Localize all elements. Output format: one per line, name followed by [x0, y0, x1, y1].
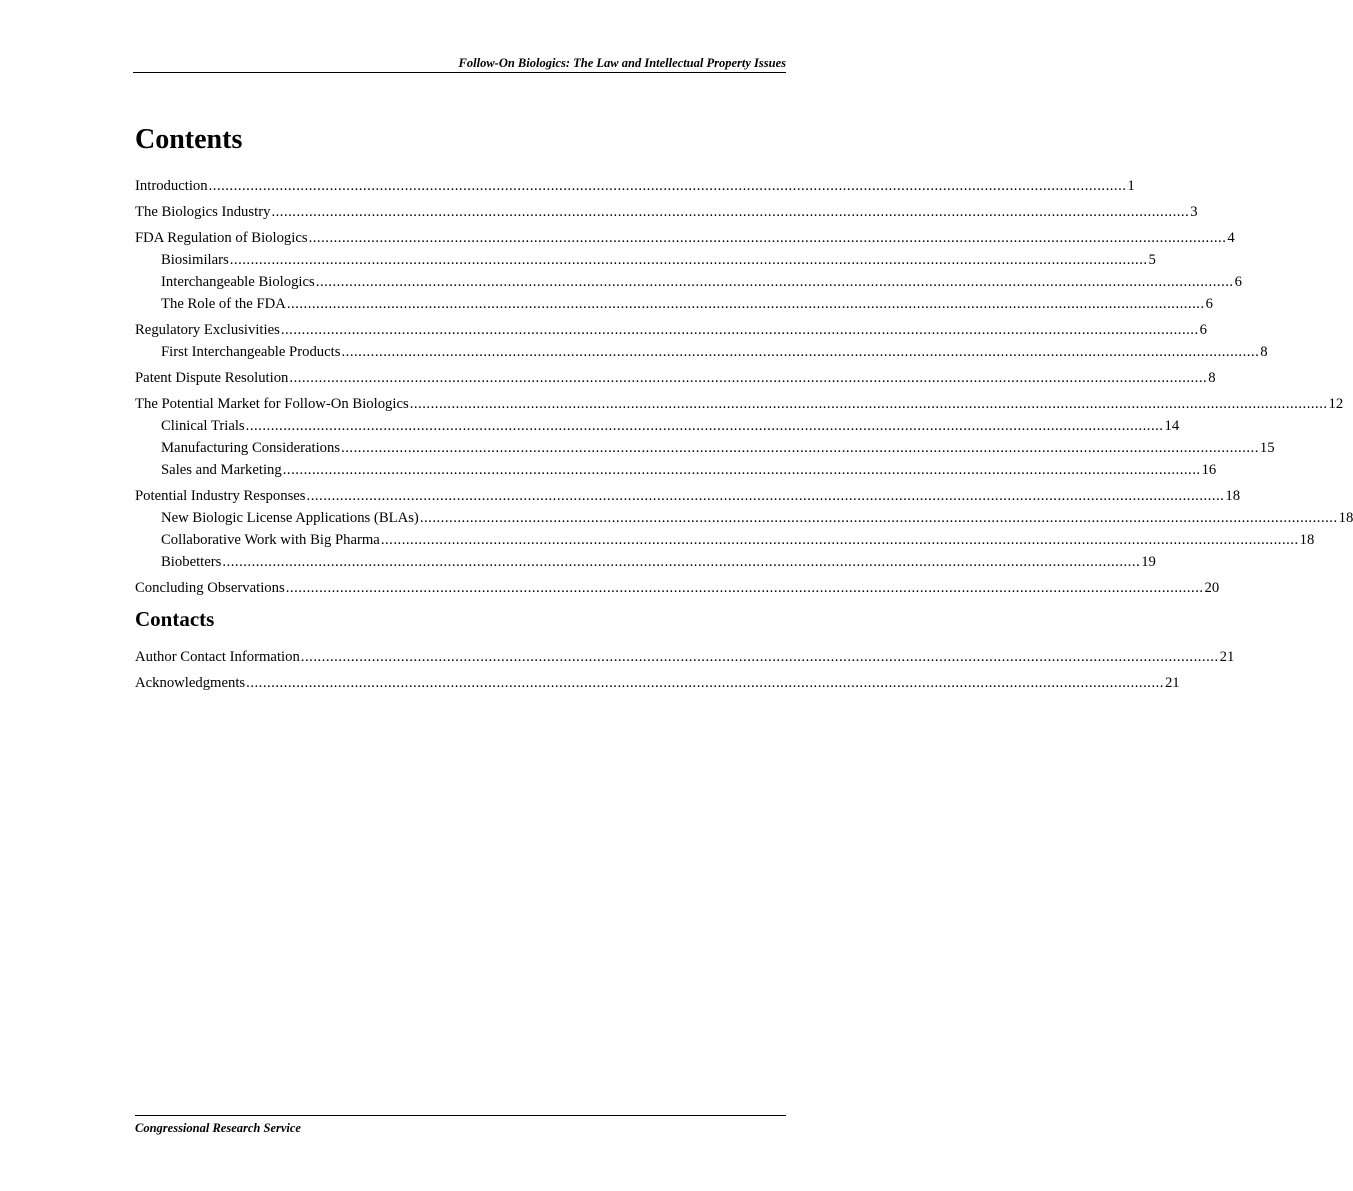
toc-entry-title: Patent Dispute Resolution	[135, 370, 289, 386]
toc-dot-leader: ............................................................................................................................................................................................................................	[245, 418, 1164, 434]
toc-entry[interactable]	[135, 229, 1235, 248]
toc-entry-title: Biobetters	[161, 554, 222, 570]
toc-page-number: 16	[1201, 462, 1217, 478]
toc-dot-leader: ............................................................................................................................................................................................................................	[229, 252, 1148, 268]
toc-entry-title: The Biologics Industry	[135, 204, 271, 220]
toc-dot-leader: ............................................................................................................................................................................................................................	[308, 230, 1227, 246]
toc-entry-title: The Role of the FDA	[161, 296, 286, 312]
toc-entry-title: First Interchangeable Products	[161, 344, 341, 360]
toc-page-number: 6	[1205, 296, 1213, 312]
toc-dot-leader: ............................................................................................................................................................................................................................	[289, 370, 1208, 386]
toc-dot-leader: ............................................................................................................................................................................................................................	[409, 396, 1328, 412]
toc-entry-title: Potential Industry Responses	[135, 488, 306, 504]
toc-entry-title: Introduction	[135, 178, 208, 194]
toc-dot-leader: ............................................................................................................................................................................................................................	[341, 440, 1259, 456]
toc-entry-title: Collaborative Work with Big Pharma	[161, 532, 380, 548]
toc-entry-title: Interchangeable Biologics	[161, 274, 315, 290]
toc-page-number: 1	[1127, 178, 1135, 194]
toc-page-number: 20	[1204, 580, 1220, 596]
toc-page-number: 4	[1227, 230, 1235, 246]
toc-dot-leader: ............................................................................................................................................................................................................................	[341, 344, 1260, 360]
toc-entry[interactable]	[135, 273, 1242, 292]
toc-page-number: 12	[1328, 396, 1344, 412]
toc-page-number: 8	[1208, 370, 1216, 386]
running-footer-source: Congressional Research Service	[135, 1121, 301, 1135]
toc-dot-leader: ............................................................................................................................................................................................................................	[280, 322, 1199, 338]
toc-entry[interactable]	[135, 509, 1353, 528]
toc-dot-leader: ............................................................................................................................................................................................................................	[380, 532, 1299, 548]
toc-entry[interactable]	[135, 369, 1216, 388]
toc-entry[interactable]	[135, 579, 1220, 598]
toc-entry[interactable]	[135, 203, 1198, 222]
contents-heading: Contents	[135, 124, 243, 155]
toc-dot-leader: ............................................................................................................................................................................................................................	[419, 510, 1338, 526]
contacts-heading: Contacts	[135, 607, 215, 631]
toc-dot-leader: ............................................................................................................................................................................................................................	[246, 675, 1164, 691]
toc-page-number: 18	[1225, 488, 1241, 504]
toc-entry[interactable]	[135, 177, 1135, 196]
toc-entry[interactable]	[135, 321, 1207, 340]
toc-dot-leader: ............................................................................................................................................................................................................................	[208, 178, 1127, 194]
toc-entry[interactable]	[135, 531, 1315, 550]
contacts-list	[135, 648, 1235, 693]
toc-dot-leader: ............................................................................................................................................................................................................................	[222, 554, 1141, 570]
toc-page-number: 19	[1141, 554, 1156, 570]
toc-page-number: 15	[1259, 440, 1275, 456]
toc-entry[interactable]	[135, 417, 1180, 436]
toc-entry[interactable]	[135, 395, 1344, 414]
toc-page-number: 21	[1219, 649, 1235, 665]
toc-page-number: 3	[1190, 204, 1198, 220]
toc-page-number: 5	[1148, 252, 1156, 268]
toc-page-number: 6	[1199, 322, 1207, 338]
toc-dot-leader: ............................................................................................................................................................................................................................	[282, 462, 1201, 478]
running-footer	[135, 1115, 786, 1135]
toc-page-number: 6	[1234, 274, 1242, 290]
toc-dot-leader: ............................................................................................................................................................................................................................	[285, 580, 1204, 596]
running-header	[133, 56, 786, 73]
toc-entry[interactable]	[135, 648, 1235, 667]
toc-entry-title: Regulatory Exclusivities	[135, 322, 280, 338]
toc-page-number: 8	[1260, 344, 1268, 360]
toc-dot-leader: ............................................................................................................................................................................................................................	[286, 296, 1205, 312]
table-of-contents	[135, 177, 1353, 598]
running-header-title: Follow-On Biologics: The Law and Intellectual Property Issues	[458, 56, 786, 70]
toc-dot-leader: ............................................................................................................................................................................................................................	[315, 274, 1234, 290]
toc-dot-leader: ............................................................................................................................................................................................................................	[300, 649, 1219, 665]
toc-entry-title: Concluding Observations	[135, 580, 285, 596]
toc-entry-title: FDA Regulation of Biologics	[135, 230, 308, 246]
toc-dot-leader: ............................................................................................................................................................................................................................	[271, 204, 1190, 220]
toc-entry[interactable]	[135, 553, 1156, 572]
toc-entry-title: New Biologic License Applications (BLAs)	[161, 510, 419, 526]
toc-entry-title: Sales and Marketing	[161, 462, 282, 478]
toc-entry[interactable]	[135, 461, 1217, 480]
toc-entry-title: Author Contact Information	[135, 649, 300, 665]
toc-entry-title: Acknowledgments	[135, 675, 246, 691]
toc-page-number: 18	[1338, 510, 1353, 526]
toc-entry[interactable]	[135, 343, 1268, 362]
toc-dot-leader: ............................................................................................................................................................................................................................	[306, 488, 1225, 504]
toc-page-number: 21	[1164, 675, 1180, 691]
toc-entry-title: Biosimilars	[161, 252, 229, 268]
toc-entry-title: The Potential Market for Follow-On Biologics	[135, 396, 409, 412]
toc-entry[interactable]	[135, 487, 1241, 506]
toc-page-number: 18	[1299, 532, 1315, 548]
toc-entry[interactable]	[135, 251, 1156, 270]
toc-entry-title: Clinical Trials	[161, 418, 245, 434]
toc-entry-title: Manufacturing Considerations	[161, 440, 341, 456]
toc-entry[interactable]	[135, 674, 1180, 693]
toc-entry[interactable]	[135, 439, 1275, 458]
toc-entry[interactable]	[135, 295, 1213, 314]
toc-page-number: 14	[1164, 418, 1180, 434]
